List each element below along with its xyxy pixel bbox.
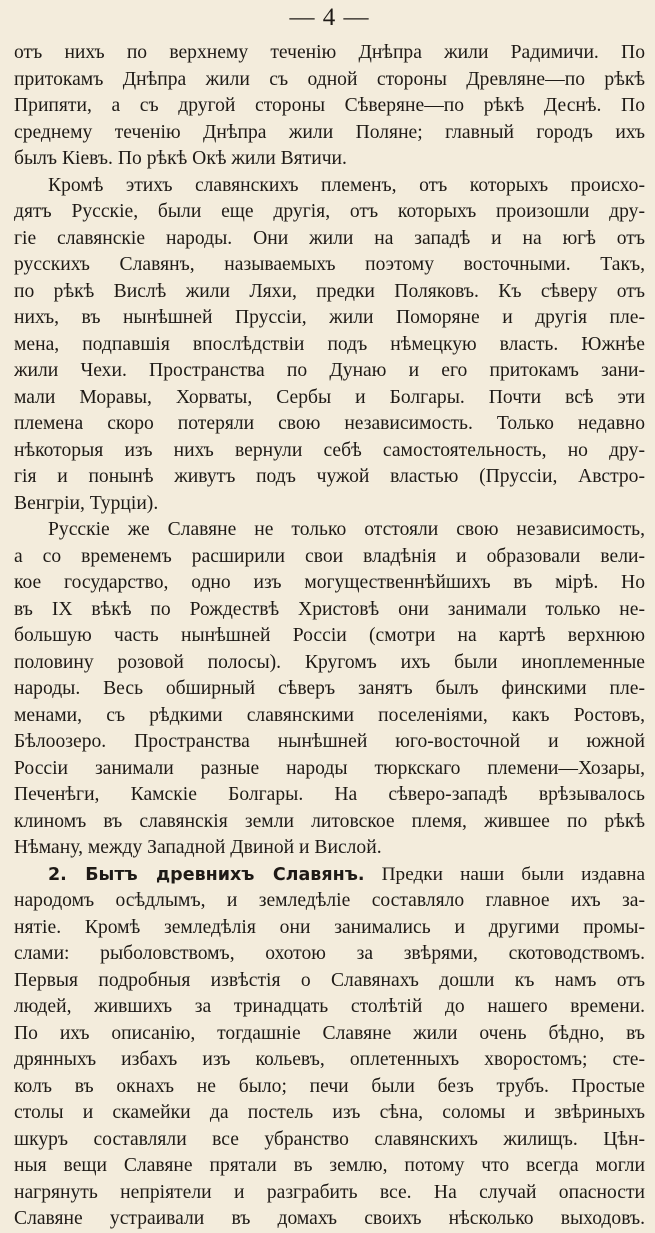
text-line: Кромѣ этихъ славянскихъ племенъ, отъ которыхъ происхо- bbox=[48, 174, 645, 196]
text-line: дрянныхъ избахъ изъ кольевъ, оплетенныхъ хворостомъ; сте- bbox=[14, 1049, 645, 1070]
text-line: столы и скамейки да постель изъ сѣна, соломы и звѣриныхъ bbox=[14, 1102, 645, 1123]
section-ancient-slavs-life bbox=[14, 862, 645, 1233]
text-line: менами, съ рѣдкими славянскими поселеніями, какъ Ростовъ, bbox=[14, 704, 645, 726]
text-line: въ IX вѣкѣ по Рождествѣ Христовѣ они занимали только не- bbox=[14, 598, 645, 620]
paragraph-east-slavic-tribes bbox=[14, 40, 645, 173]
text-line: Россіи занимали разные народы тюркскаго племени—Хозары, bbox=[14, 757, 645, 779]
text-line: шкуръ составляли все убранство славянскихъ жилищъ. Цѣн- bbox=[14, 1128, 645, 1150]
text-line: народомъ осѣдлымъ, и земледѣліе составляло главное ихъ за- bbox=[14, 890, 645, 911]
text-line: Бѣлоозеро. Пространства нынѣшней юго-восточной и южной bbox=[14, 731, 645, 752]
text-line: жили Чехи. Пространства по Дунаю и его притокамъ зани- bbox=[14, 360, 645, 381]
text-line: кое государство, одно изъ могущественнѣйшихъ въ мірѣ. Но bbox=[14, 572, 645, 593]
paragraph-russian-state bbox=[14, 517, 645, 862]
text-line: среднему теченію Днѣпра жили Поляне; главный городъ ихъ bbox=[14, 121, 645, 143]
text-line: племена скоро потеряли свою независимость. Только недавно bbox=[14, 413, 645, 434]
text-line: Припяти, а съ другой стороны Сѣверяне—по рѣкѣ Деснѣ. По bbox=[14, 95, 645, 116]
text-line: Славяне устраивали въ домахъ своихъ нѣсколько выходовъ. bbox=[14, 1208, 645, 1229]
text-line: большую часть нынѣшней Россіи (смотри на картѣ верхнюю bbox=[14, 625, 645, 646]
text-line: Печенѣги, Камскіе Болгары. На сѣверо-западѣ врѣзывалось bbox=[14, 784, 645, 805]
text-line: нятіе. Кромѣ земледѣлія они занимались и другими промы- bbox=[14, 916, 645, 938]
text-line: Венгріи, Турціи). bbox=[14, 492, 159, 514]
text-line: по рѣкѣ Вислѣ жили Ляхи, предки Поляковъ. Къ сѣверу отъ bbox=[14, 280, 645, 302]
text-line: Русскіе же Славяне не только отстояли свою независимость, bbox=[48, 519, 645, 540]
text-line: нѣкоторыя изъ нихъ вернули себѣ самостоятельность, но дру- bbox=[14, 439, 645, 461]
text-line: а со временемъ расширили свои владѣнія и образовали вели- bbox=[14, 545, 645, 567]
text-line: притокамъ Днѣпра жили съ одной стороны Древляне—по рѣкѣ bbox=[14, 68, 645, 90]
text-line: русскихъ Славянъ, называемыхъ поэтому восточными. Такъ, bbox=[14, 254, 645, 275]
text-line: людей, жившихъ за тринадцать столѣтій до нашего времени. bbox=[14, 996, 645, 1017]
text-line: Первыя подробныя извѣстія о Славянахъ дошли къ намъ отъ bbox=[14, 969, 645, 991]
text-line: гія и понынѣ живутъ подъ чужой властью (Пруссіи, Австро- bbox=[14, 466, 645, 487]
paragraph-other-slavic-peoples bbox=[14, 173, 645, 518]
text-line: народы. Весь обширный сѣверъ занятъ былъ финскими пле- bbox=[14, 678, 645, 699]
text-line: былъ Кіевъ. По рѣкѣ Окѣ жили Вятичи. bbox=[14, 148, 347, 169]
text-line: отъ нихъ по верхнему теченію Днѣпра жили Радимичи. По bbox=[14, 42, 645, 63]
text-line: ныя вещи Славяне прятали въ землю, потому что всегда могли bbox=[14, 1155, 645, 1176]
text-line: слами: рыболовствомъ, охотою за звѣрями, скотоводствомъ. bbox=[14, 943, 645, 964]
page-number: — 4 — bbox=[289, 4, 370, 31]
text-line: мали Моравы, Хорваты, Сербы и Болгары. Почти всѣ эти bbox=[14, 386, 645, 408]
section-heading: 2. Бытъ древнихъ Славянъ. bbox=[48, 864, 365, 885]
text-line: дятъ Русскіе, были еще другія, отъ которыхъ произошли дру- bbox=[14, 201, 645, 222]
text-line: колъ въ окнахъ не было; печи были безъ трубъ. Простые bbox=[14, 1075, 645, 1097]
text-line: мена, подпавшія впослѣдствіи подъ нѣмецкую власть. Южнѣе bbox=[14, 333, 645, 355]
text-line: гіе славянскіе народы. Они жили на западѣ и на югѣ отъ bbox=[14, 227, 645, 249]
text-line: нагрянуть непріятели и разграбить все. На случай опасности bbox=[14, 1181, 645, 1203]
text-line: нихъ, въ нынѣшней Пруссіи, жили Поморяне и другія пле- bbox=[14, 307, 645, 328]
text-line: Нѣману, между Западной Двиной и Вислой. bbox=[14, 837, 382, 858]
text-line: половину розовой полосы). Кругомъ ихъ были иноплеменные bbox=[14, 651, 645, 673]
section-first-line-text: Предки наши были издавна bbox=[381, 863, 645, 885]
text-line: По ихъ описанію, тогдашніе Славяне жили очень бѣдно, въ bbox=[14, 1022, 645, 1044]
section-first-line bbox=[14, 862, 645, 889]
text-line: клиномъ въ славянскія земли литовское племя, жившее по рѣкѣ bbox=[14, 810, 645, 832]
